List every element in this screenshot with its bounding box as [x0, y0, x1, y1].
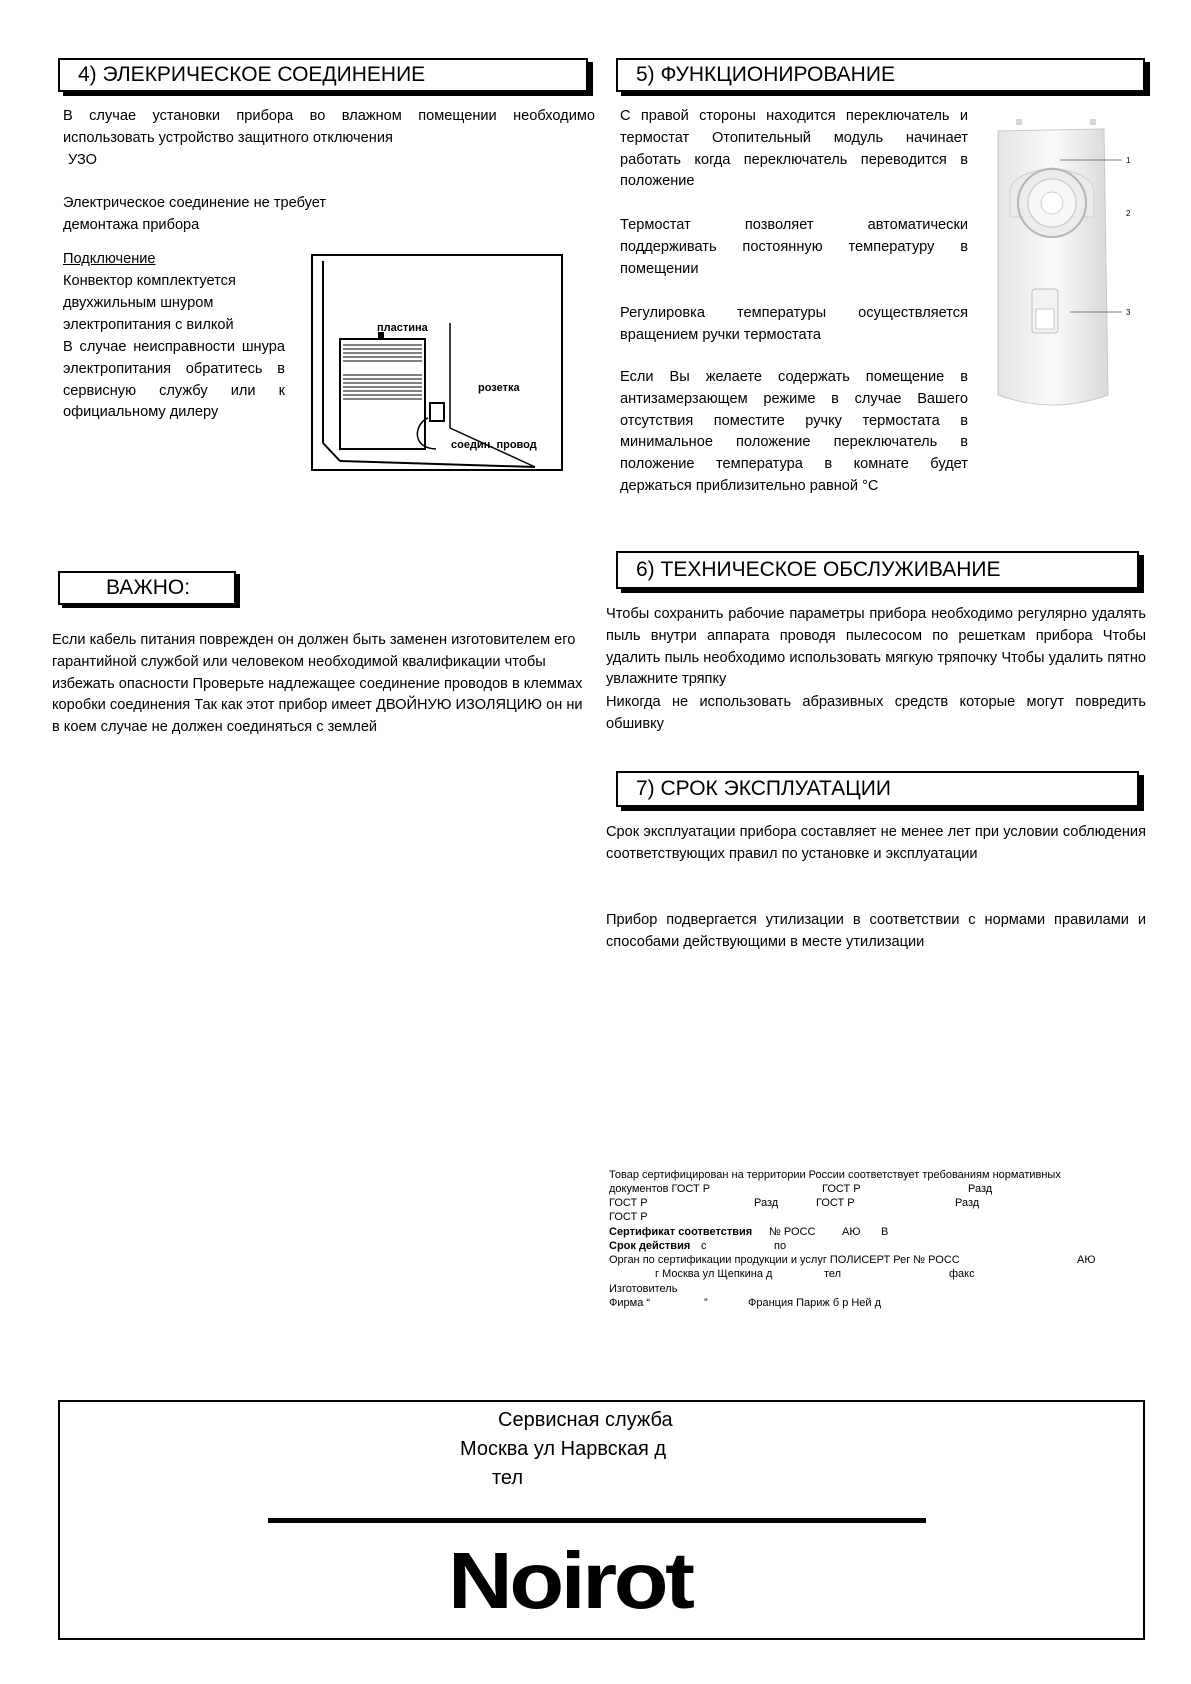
- section-4-title: 4) ЭЛЕКРИЧЕСКОЕ СОЕДИНЕНИЕ: [78, 63, 426, 86]
- section-5-p2: Термостат позволяет автоматически поддерживать постоянную температуру в помещении: [620, 217, 968, 277]
- section-4-p3: Конвектор комплектуется двухжильным шнуром электропитания с вилкой: [63, 273, 236, 333]
- section-4-header: [58, 58, 588, 92]
- section-5-p1: С правой стороны находится переключатель и термостат Отопительный модуль начинает работать когда переключатель переводится в положение: [620, 108, 968, 190]
- cert-line-10b: ”: [704, 1297, 708, 1309]
- section-4-subheading: Подключение: [63, 251, 156, 267]
- cert-line-3c: ГОСТ Р: [816, 1197, 855, 1209]
- figure-label-plate: пластина: [377, 322, 428, 334]
- cert-line-6a: Срок действия: [609, 1240, 691, 1252]
- cert-line-2b: ГОСТ Р: [822, 1183, 861, 1195]
- section-7-p2: Прибор подвергается утилизации в соответствии с нормами правилами и способами действующими в месте утилизации: [606, 912, 1146, 950]
- cert-line-5d: В: [881, 1226, 889, 1238]
- cert-line-5b: № РОСС: [769, 1226, 816, 1238]
- section-4-p1b: УЗО: [68, 152, 97, 168]
- section-4-p2: Электрическое соединение не требует демонтажа прибора: [63, 195, 327, 233]
- service-address: Москва ул Нарвская д: [460, 1438, 667, 1460]
- section-5-p3: Регулировка температуры осуществляется вращением ручки термостата: [620, 305, 968, 343]
- section-6-p1: Чтобы сохранить рабочие параметры прибора необходимо регулярно удалять пыль внутри аппарата проводя пылесосом по решеткам прибора Чтобы удалить пыль необходимо использовать мягкую тряпочку Чтобы удалить пятно увлажните тряпку: [606, 606, 1146, 688]
- cert-line-8c: факс: [949, 1268, 975, 1280]
- section-6-title: 6) ТЕХНИЧЕСКОЕ ОБСЛУЖИВАНИЕ: [636, 558, 1001, 581]
- cert-line-7a: Орган по сертификации продукции и услуг ПОЛИСЕРТ Рег № РОСС: [609, 1254, 960, 1266]
- section-4-p1: В случае установки прибора во влажном помещении необходимо использовать устройство защитного отключения: [63, 108, 595, 146]
- section-7-p1: Срок эксплуатации прибора составляет не менее лет при условии соблюдения соответствующих правил по установке и эксплуатации: [606, 824, 1146, 862]
- figure-label-socket: розетка: [478, 382, 520, 394]
- service-divider: [268, 1518, 926, 1523]
- cert-line-8b: тел: [824, 1268, 842, 1280]
- service-title: Сервисная служба: [498, 1409, 673, 1431]
- cert-line-9: Изготовитель: [609, 1283, 678, 1295]
- section-4-p4: В случае неисправности шнура электропитания обратитесь в сервисную службу или к официальному дилеру: [63, 339, 285, 421]
- section-5-header: [616, 58, 1145, 92]
- section-5-p4: Если Вы желаете содержать помещение в антизамерзающем режиме в случае Вашего отсутствия поместите ручку термостата в минимальное положение переключатель в положение температура в комнате будет держаться приблизительно равной °С: [620, 369, 968, 494]
- callout-2: 2: [1126, 209, 1131, 218]
- cert-line-5a: Сертификат соответствия: [609, 1226, 753, 1238]
- cert-line-3b: Разд: [754, 1197, 779, 1209]
- callout-3: 3: [1126, 308, 1131, 317]
- cert-line-3d: Разд: [955, 1197, 980, 1209]
- cert-line-10c: Франция Париж б р Ней д: [748, 1297, 882, 1309]
- section-7-header: [616, 771, 1139, 807]
- cert-line-8a: г Москва ул Щепкина д: [655, 1268, 773, 1280]
- section-6-p2: Никогда не использовать абразивных средств которые могут повредить обшивку: [606, 694, 1146, 732]
- important-title: ВАЖНО:: [106, 576, 191, 599]
- cert-line-6c: по: [774, 1240, 787, 1252]
- cert-line-2a: документов ГОСТ Р: [609, 1183, 711, 1195]
- callout-1: 1: [1126, 156, 1131, 165]
- cert-line-2c: Разд: [968, 1183, 993, 1195]
- cert-line-4: ГОСТ Р: [609, 1211, 648, 1223]
- section-6-header: [616, 551, 1139, 589]
- cert-line-7b: АЮ: [1077, 1254, 1096, 1266]
- cert-line-5c: АЮ: [842, 1226, 861, 1238]
- section-5-title: 5) ФУНКЦИОНИРОВАНИЕ: [636, 63, 895, 86]
- control-panel-figure: [992, 113, 1142, 413]
- figure-label-wire: соедин. провод: [451, 439, 537, 451]
- section-7-title: 7) СРОК ЭКСПЛУАТАЦИИ: [636, 777, 891, 800]
- important-header: [58, 571, 236, 605]
- cert-line-3a: ГОСТ Р: [609, 1197, 648, 1209]
- noirot-logo: Noirot: [448, 1536, 692, 1625]
- installation-figure: [310, 253, 564, 472]
- cert-line-1: Товар сертифицирован на территории России соответствует требованиям нормативных: [609, 1169, 1061, 1181]
- service-phone: тел: [492, 1467, 524, 1489]
- cert-line-6b: с: [701, 1240, 707, 1252]
- important-text: Если кабель питания поврежден он должен быть заменен изготовителем его гарантийной службой или человеком необходимой квалификации чтобы избежать опасности Проверьте надлежащее соединение проводов в клеммах коробки соединения Так как этот прибор имеет ДВОЙНУЮ ИЗОЛЯЦИЮ он ни в коем случае не должен соединяться с землей: [52, 632, 583, 736]
- cert-line-10a: Фирма “: [609, 1297, 651, 1309]
